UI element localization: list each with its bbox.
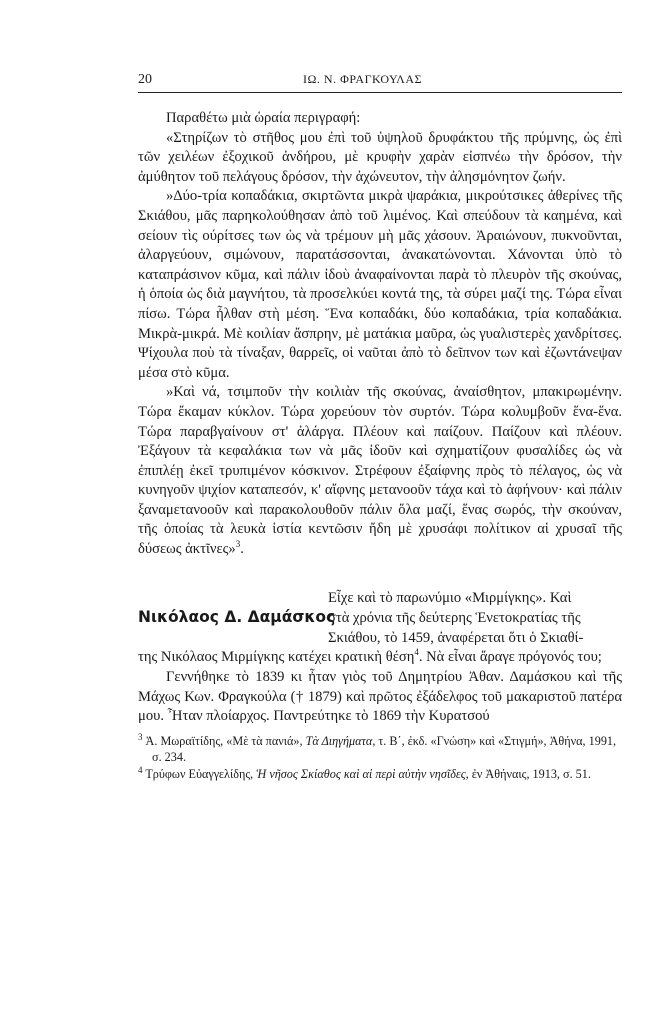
section-rest xyxy=(138,648,622,668)
footnote-ref-3: 3 xyxy=(235,539,241,550)
footnote-3 xyxy=(138,733,622,766)
running-header xyxy=(138,72,622,93)
section-rest-tail: . Νὰ εἶναι ἄραγε πρόγονός του; xyxy=(418,649,602,666)
section-paragraph-2: Γεννήθηκε τὸ 1839 κι ἦταν γιὸς τοῦ Δημητρίου Ἀθαν. Δαμάσκου καὶ τῆς Μάχως Κων. Φραγκούλα († 1879) καὶ πρῶτος ἐξάδελφος τοῦ μακαριστοῦ πατέρα μου. Ἦταν πλοίαρχος. Παντρεύτηκε τὸ 1869 τὴν Κυρατσού xyxy=(138,669,622,725)
footnotes xyxy=(138,733,622,783)
footnote-3-number: 3 xyxy=(138,731,143,742)
page-number: 20 xyxy=(138,72,152,87)
page xyxy=(138,72,622,782)
section-rest-text: της Νικόλαος Μιρμίγκης κατέχει κρατικὴ θέση xyxy=(138,649,415,666)
footnote-4-pre: Τρύφων Εὐαγγελίδης, xyxy=(142,766,257,781)
quote-paragraph-2: »Δύο-τρία κοπαδάκια, σκιρτῶντα μικρὰ ψαράκια, μικρούτσικες ἀθερίνες τῆς Σκιάθου, μᾶς παρηκολούθησαν ἀπὸ τοῦ λιμένος. Καὶ σπεύδουν τὰ καημένα, καὶ σείουν τὶς ούρίτσες των ὡς νὰ τρέμουν μὴ μᾶς χάσουν. Ἀραιώνουν, πυκνοῦνται, ἀλαργεύουν, σιμώνουν, παρατάσσονται, ἀνακατώνονται. Χάνονται ὑπὸ τὸ καταπράσινον κῦμα, καὶ πάλιν ἰδοὺ ἀναφαίνονται παρὰ τὸ πλευρὸν τῆς σκούνας, ἡ ὁποία ὡς διὰ μαγνήτου, τὰ προσελκύει κοντά της, τὰ σύρει μαζί της. Τώρα εἶναι πίσω. Τώρα ἦλθαν στὴ μέση. Ἕνα κοπαδάκι, δύο κοπαδάκια, τρία κοπαδάκια. Μικρὰ-μικρά. Μὲ κοιλίαν ἄσπρην, μὲ ματάκια μαῦρα, ὡς γυαλιστερὲς χανδρίτσες. Ψίχουλα ποὺ τὰ τίναξαν, θαρρεῖς, οἱ ναῦται ἀπὸ τὸ δεῖπνον των καὶ ἐζωντάνεψαν μέσα στὸ κῦμα. xyxy=(138,188,622,381)
footnote-3-title: Τὰ Διηγήματα xyxy=(305,733,373,748)
section-title: Νικόλαος Δ. Δαμάσκος xyxy=(138,608,336,627)
footnote-ref-4: 4 xyxy=(414,647,419,658)
footnote-4-post: , ἐν Ἀθήναις, 1913, σ. 51. xyxy=(465,766,591,781)
running-head: ΙΩ. Ν. ΦΡΑΓΚΟΥΛΑΣ xyxy=(303,72,422,86)
quote-paragraph-3-text: »Καὶ νά, τσιμποῦν τὴν κοιλιὰν τῆς σκούνας, ἀναίσθητον, μπακιρωμένην. Τώρα ἔκαμαν κύκλον. Τώρα χορεύουν τὸν συρτόν. Τώρα κολυμβοῦν ἕνα-ἕνα. Τώρα παραβγαίνουν στ' ἀλάργα. Πλέουν καὶ παίζουν. Παίζουν καὶ πλέουν. Ἐξάγουν τὰ κεφαλάκια των νὰ μᾶς ἰδοῦν καὶ σχηματίζουν φυσαλίδες ὡς νὰ ἐπιπλέῃ ἐκεῖ τρυπιμένον κόσκινον. Στρέφουν ἐξαίφνης πρὸς τὸ πέλαγος, ὡς νὰ κυνηγοῦν ψιχίον καταπεσόν, κ' αἴφνης μετανοοῦν τάχα καὶ τὸ ἀφήνουν· καὶ πάλιν ξαναμετανοοῦν καὶ παρακολουθοῦν πάλιν ὅλα μαζί, ἕνας σωρός, τὴν σκούναν, τῆς ὁποίας τὰ λευκὰ ἱστία κεντῶσιν ἤδη μὲ χρυσάφι πολίτικον αἱ χρυσαῖ τῆς δύσεως ἀκτῖνες» xyxy=(138,384,622,558)
section-line-2 xyxy=(138,608,622,629)
section-line-3 xyxy=(138,629,622,649)
quote-paragraph-1: «Στηρίζων τὸ στῆθος μου ἐπὶ τοῦ ὑψηλοῦ δρυφάκτου τῆς πρύμνης, ὡς ἐπὶ τῶν χειλέων ἐξοχικοῦ ἀνδήρου, μὲ κρυφὴν χαρὰν εἰσπνέω τὴν δρόσον, τὴν ἀμύθητον τοῦ πελάγους δρόσον, τὴν ἀχώνευτον, τὴν ἀλησμόνητον ζωήν. xyxy=(138,129,622,185)
footnote-4-number: 4 xyxy=(138,764,143,775)
quote-paragraph-3: »Καὶ νά, τσιμποῦν τὴν κοιλιὰν τῆς σκούνας, ἀναίσθητον, μπακιρωμένην. Τώρα ἔκαμαν κύκλον. Τώρα χορεύουν τὸν συρτόν. Τώρα κολυμβοῦν ἕνα-ἕνα. Τώρα παραβγαίνουν στ' ἀλάργα. Πλέουν καὶ παίζουν. Παίζουν καὶ πλέουν. Ἐξάγουν τὰ κεφαλάκια των νὰ μᾶς ἰδοῦν καὶ σχηματίζουν φυσαλίδες ὡς νὰ ἐπιπλέῃ ἐκεῖ τρυπιμένον κόσκινον. Στρέφουν ἐξαίφνης πρὸς τὸ πέλαγος, ὡς νὰ κυνηγοῦν ψιχίον καταπεσόν, κ' αἴφνης μετανοοῦν τάχα καὶ τὸ ἀφήνουν· καὶ πάλιν ξαναμετανοοῦν καὶ παρακολουθοῦν πάλιν ὅλα μαζί, ἕνας σωρός, τὴν σκούναν, τῆς ὁποίας τὰ λευκὰ ἱστία κεντῶσιν ἤδη μὲ χρυσάφι πολίτικον αἱ χρυσαῖ τῆς δύσεως ἀκτῖνες»$^3$. xyxy=(138,384,622,558)
spacer xyxy=(138,560,622,589)
footnote-3-post: , τ. Β΄, ἐκδ. «Γνώση» καὶ «Στιγμή», Ἀθήνα, 1991, σ. 234. xyxy=(152,733,617,765)
footnote-4 xyxy=(138,766,622,783)
section-damaskos xyxy=(138,589,622,727)
section-line-2-text: στὰ χρόνια τῆς δεύτερης Ἑνετοκρατίας τῆς xyxy=(328,610,581,627)
section-line-3-text: Σκιάθου, τὸ 1459, ἀναφέρεται ὅτι ὁ Σκιαθί- xyxy=(328,629,584,646)
footnote-3-pre: Ἀ. Μωραϊτίδης, «Μὲ τὰ πανιά», xyxy=(142,733,306,748)
section-line-1 xyxy=(138,589,622,609)
section-line-1-text: Εἶχε καὶ τὸ παρωνύμιο «Μιρμίγκης». Καὶ xyxy=(328,589,572,606)
footnote-4-title: Ἡ νῆσος Σκίαθος καὶ αἱ περὶ αὐτὴν νησῖδες xyxy=(256,766,466,781)
intro-line: Παραθέτω μιὰ ὡραία περιγραφή: xyxy=(166,110,361,126)
